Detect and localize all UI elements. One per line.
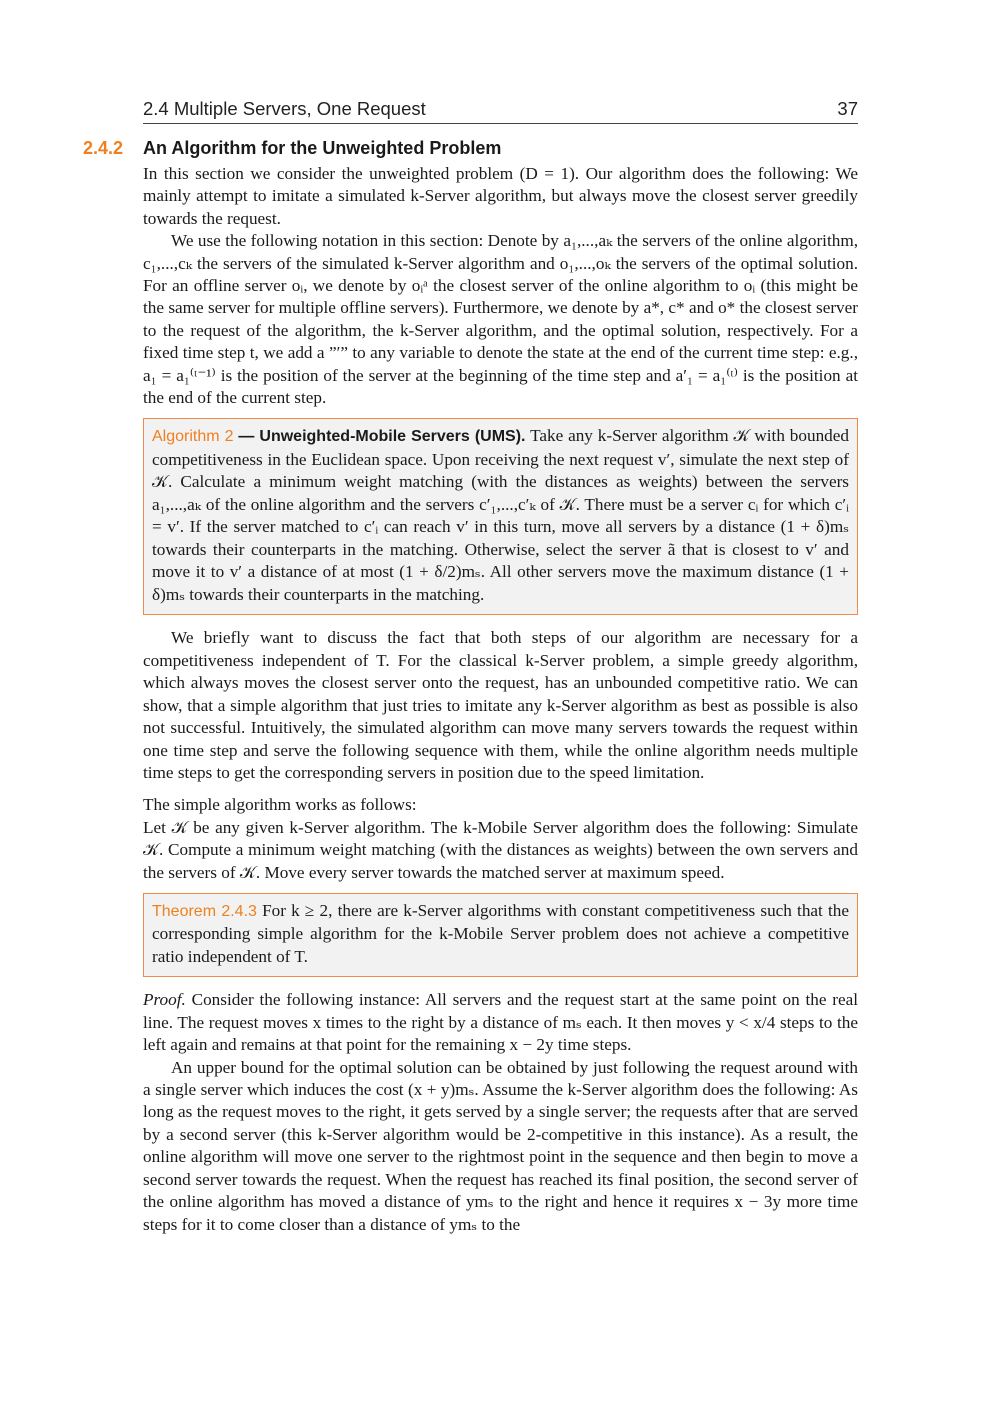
theorem-label: Theorem 2.4.3 <box>152 902 257 920</box>
intro-paragraph: In this section we consider the unweighted problem (D = 1). Our algorithm does the following: We mainly attempt to imitate a simulated k-Server algorithm, but always move the closest server greedily towards the request. <box>143 164 858 228</box>
section-title: An Algorithm for the Unweighted Problem <box>143 138 502 158</box>
algorithm-name: — Unweighted-Mobile Servers (UMS). <box>238 428 526 446</box>
algorithm-text: Take any k-Server algorithm 𝒦 with bounded competitiveness in the Euclidean space. Upon receiving the next request v′, simulate the next step of 𝒦. Calculate a minimum weight matching (with the distances as weights) between the servers a₁,...,aₖ of the online algorithm and the servers c′₁,...,c′ₖ of 𝒦. There must be a server cᵢ for which c′ᵢ = v′. If the server matched to c′ᵢ can reach v′ in this turn, move all servers by a distance (1 + δ)mₛ towards their counterparts in the matching. Otherwise, select the server ã that is closest to v′ and move it to v′ a distance of at most (1 + δ/2)mₛ. All other servers move the maximum distance (1 + δ)mₛ towards their counterparts in the matching. <box>152 426 849 604</box>
proof-paragraph <box>143 989 858 1056</box>
running-title: 2.4 Multiple Servers, One Request <box>143 98 426 119</box>
section-heading <box>83 138 858 159</box>
simple-algorithm-intro: The simple algorithm works as follows: <box>143 795 417 815</box>
section-number: 2.4.2 <box>83 138 124 158</box>
page <box>83 98 858 1236</box>
simple-algorithm-definition: Let 𝒦 be any given k-Server algorithm. The k-Mobile Server algorithm does the following: Simulate 𝒦. Compute a minimum weight matching (with the distances as weights) between the own servers and the servers of 𝒦. Move every server towards the matched server at maximum speed. <box>143 817 858 882</box>
algorithm-label: Algorithm 2 <box>152 428 234 446</box>
upper-bound-paragraph: An upper bound for the optimal solution can be obtained by just following the request around with a single server which induces the cost (x + y)mₛ. Assume the k-Server algorithm does the following: As long as the request moves to the right, it gets served by a single server; the requests after that are served by a second server (this k-Server algorithm would be 2-competitive in this instance). As a result, the online algorithm will move one server to the rightmost point in the sequence and then begin to move a second server towards the request. When the request has reached its final position, the second server of the online algorithm has moved a distance of ymₛ to the right and hence it requires x − 3y more time steps for it to come closer than a distance of ymₛ to the <box>143 1057 858 1234</box>
discussion-paragraph: We briefly want to discuss the fact that both steps of our algorithm are necessary for a competitiveness independent of T. For the classical k-Server problem, a simple greedy algorithm, which always moves the closest server onto the request, has an unbounded competitive ratio. We can show, that a simple algorithm that just tries to imitate any k-Server algorithm as best as possible is also not successful. Intuitively, the simulated algorithm can move many servers towards the request within one time step and serve the following sequence with them, while the online algorithm needs multiple time steps to get the corresponding servers in position due to the speed limitation. <box>143 628 858 782</box>
algorithm-box <box>143 418 858 615</box>
theorem-box <box>143 893 858 978</box>
notation-paragraph: We use the following notation in this section: Denote by a₁,...,aₖ the servers of the online algorithm, c₁,...,cₖ the servers of the simulated k-Server algorithm and o₁,...,oₖ the servers of the optimal solution. For an offline server oᵢ, we denote by oᵢᵃ the closest server of the online algorithm to oᵢ (this might be the same server for multiple offline servers). Furthermore, we denote by a*, c* and o* the closest server to the request of the algorithm, the k-Server algorithm, and the optimal solution, respectively. For a fixed time step t, we add a ”′” to any variable to denote the state at the end of the current time step: e.g., a₁ = a₁⁽ᵗ⁻¹⁾ is the position of the server at the beginning of the time step and a′₁ = a₁⁽ᵗ⁾ is the position at the end of the current step. <box>143 231 858 408</box>
proof-text: Consider the following instance: All servers and the request start at the same point on the real line. The request moves x times to the right by a distance of mₛ each. It then moves y < x/4 steps to the left again and remains at that point for the remaining x − 2y time steps. <box>143 990 858 1055</box>
running-head <box>143 98 858 124</box>
theorem-text: For k ≥ 2, there are k-Server algorithms with constant competitiveness such that the corresponding simple algorithm for the k-Mobile Server problem does not achieve a competitive ratio independent of T. <box>152 900 849 966</box>
algorithm-body <box>152 425 849 606</box>
theorem-body <box>152 900 849 969</box>
proof-label: Proof. <box>143 990 186 1010</box>
page-number: 37 <box>837 98 858 119</box>
